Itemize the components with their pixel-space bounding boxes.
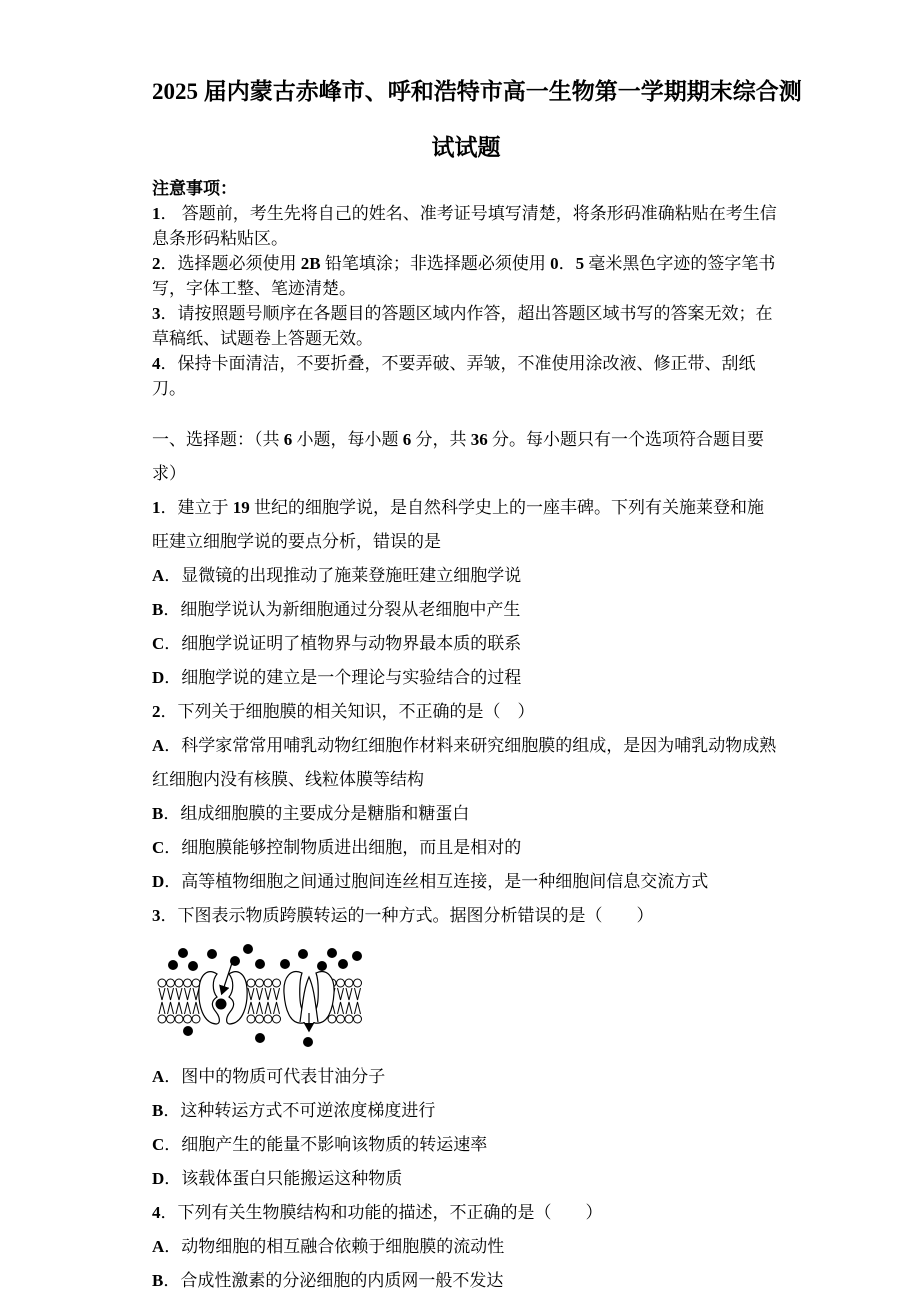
option: C．细胞产生的能量不影响该物质的转运速率 bbox=[152, 1135, 488, 1154]
exam-title bbox=[152, 64, 802, 176]
carrier-protein-right bbox=[284, 972, 334, 1030]
option: B．这种转运方式不可逆浓度梯度进行 bbox=[152, 1101, 436, 1120]
notice-item: 1． 答题前，考生先将自己的姓名、准考证号填写清楚，将条形码准确粘贴在考生信息条形码粘贴区。 bbox=[152, 204, 777, 248]
membrane-transport-diagram bbox=[156, 943, 371, 1048]
option: B．合成性激素的分泌细胞的内质网一般不发达 bbox=[152, 1271, 504, 1290]
question-text: 2．下列关于细胞膜的相关知识，不正确的是（ ） bbox=[152, 702, 535, 721]
choice-section bbox=[152, 423, 780, 1298]
option: A．动物细胞的相互融合依赖于细胞膜的流动性 bbox=[152, 1237, 505, 1256]
section-header: 一、选择题：（共 6 小题，每小题 6 分，共 36 分。每小题只有一个选项符合题目要求） bbox=[152, 430, 764, 483]
question-text: 3．下图表示物质跨膜转运的一种方式。据图分析错误的是（ ） bbox=[152, 906, 654, 925]
question-4 bbox=[152, 1196, 780, 1298]
carrier-protein-left bbox=[199, 963, 247, 1024]
question-text: 4．下列有关生物膜结构和功能的描述，不正确的是（ ） bbox=[152, 1203, 603, 1222]
notice-item: 3．请按照题号顺序在各题目的答题区域内作答，超出答题区域书写的答案无效；在草稿纸、试题卷上答题无效。 bbox=[152, 304, 773, 348]
option: A．显微镜的出现推动了施莱登施旺建立细胞学说 bbox=[152, 566, 522, 585]
option: D．该载体蛋白只能搬运这种物质 bbox=[152, 1169, 403, 1188]
question-1 bbox=[152, 491, 780, 695]
option: C．细胞学说证明了植物界与动物界最本质的联系 bbox=[152, 634, 522, 653]
option: B．细胞学说认为新细胞通过分裂从老细胞中产生 bbox=[152, 600, 521, 619]
option: A．图中的物质可代表甘油分子 bbox=[152, 1067, 386, 1086]
question-text: 1．建立于 19 世纪的细胞学说，是自然科学史上的一座丰碑。下列有关施莱登和施旺建立细胞学说的要点分析，错误的是 bbox=[152, 498, 764, 551]
notice-heading: 注意事项： bbox=[152, 179, 237, 198]
transported-molecule bbox=[216, 999, 227, 1010]
option: D．细胞学说的建立是一个理论与实验结合的过程 bbox=[152, 668, 522, 687]
notice-item: 2．选择题必须使用 2B 铅笔填涂；非选择题必须使用 0．5 毫米黑色字迹的签字笔书写，字体工整、笔迹清楚。 bbox=[152, 254, 776, 298]
entry-arrow-icon bbox=[222, 963, 232, 993]
option: C．细胞膜能够控制物质进出细胞，而且是相对的 bbox=[152, 838, 522, 857]
option: D．高等植物细胞之间通过胞间连丝相互连接，是一种细胞间信息交流方式 bbox=[152, 872, 709, 891]
question-2 bbox=[152, 695, 780, 899]
exam-title-line-2: 试试题 bbox=[431, 135, 501, 160]
membrane-transport-figure bbox=[156, 943, 780, 1048]
exam-title-line-1: 2025 届内蒙古赤峰市、呼和浩特市高一生物第一学期期末综合测 bbox=[152, 79, 802, 104]
option: A．科学家常常用哺乳动物红细胞作材料来研究细胞膜的组成，是因为哺乳动物成熟红细胞内没有核膜、线粒体膜等结构 bbox=[152, 736, 777, 789]
question-3 bbox=[152, 899, 780, 1196]
notice-item: 4．保持卡面清洁，不要折叠，不要弄破、弄皱，不准使用涂改液、修正带、刮纸刀。 bbox=[152, 354, 756, 398]
option: B．组成细胞膜的主要成分是糖脂和糖蛋白 bbox=[152, 804, 470, 823]
notice-section bbox=[152, 176, 780, 401]
